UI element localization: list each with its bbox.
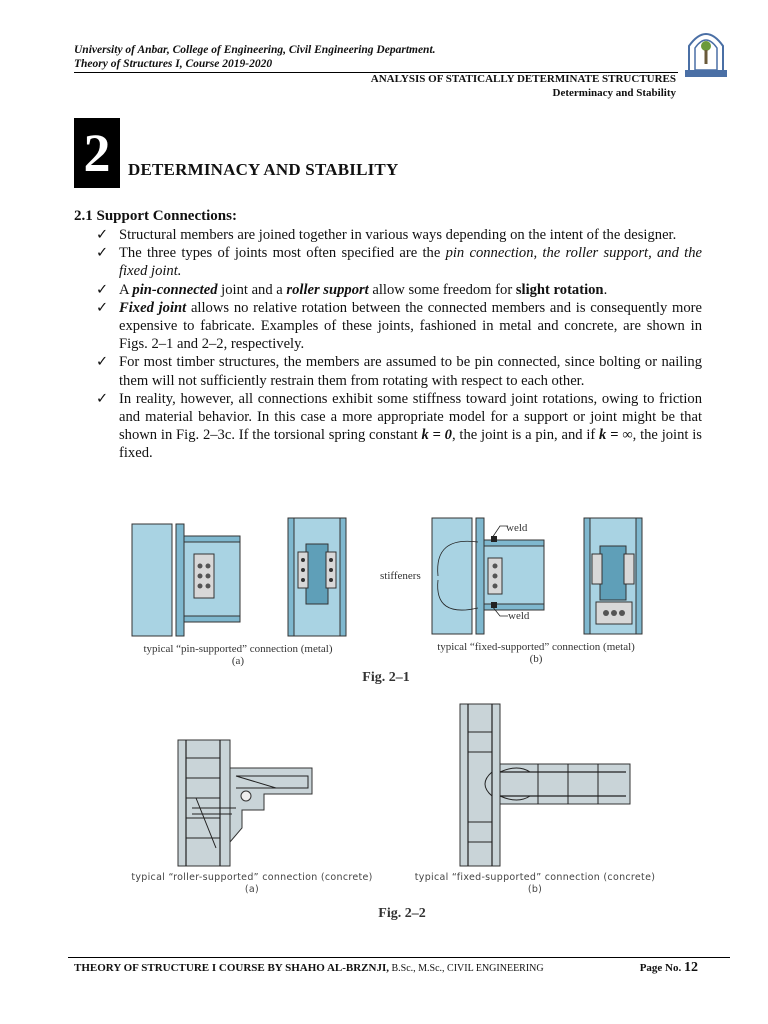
list-item: ✓ For most timber structures, the members are assumed to be pin connected, since bolting or nailing them will not sufficiently restrain them from rotating with respect to each other. — [96, 354, 702, 389]
list-item: ✓ A pin-connected joint and a roller support allow some freedom for slight rotation. — [96, 281, 608, 298]
chapter-title: DETERMINACY AND STABILITY — [128, 160, 399, 179]
header-institution: University of Anbar, College of Engineering, Civil Engineering Department. — [74, 44, 436, 56]
list-item: ✓ The three types of joints most often specified are the pin connection, the roller support, and the fixed joint. — [96, 245, 702, 280]
fig1b-sublabel: (b) — [529, 653, 543, 665]
page-number: Page No. 12 — [639, 960, 698, 975]
fig2a-roller-connection-illustration — [176, 738, 326, 868]
list-item: ✓ Fixed joint allows no relative rotation between the connected members and is consequently more expensive to fabricate. Examples of these joints, fashioned in metal and concrete, are shown in Figs. 2–1 and 2–2, respectively. — [96, 299, 702, 353]
checkmark-icon: ✓ — [96, 390, 109, 407]
weld-label-top: weld — [506, 522, 528, 534]
fig1-label: Fig. 2–1 — [362, 670, 410, 685]
fig2a-sublabel: (a) — [244, 884, 260, 895]
fig2a-caption: typical “roller-supported” connection (concrete) — [131, 872, 373, 883]
checkmark-icon: ✓ — [96, 245, 109, 262]
header-course: Theory of Structures I, Course 2019-2020 — [74, 58, 273, 70]
fig1a-pin-connection-illustration — [130, 516, 360, 638]
fig1a-caption: typical “pin-supported” connection (metal) — [143, 643, 333, 655]
checkmark-icon: ✓ — [96, 354, 109, 371]
bullet-list — [74, 226, 702, 463]
footer-rule — [68, 957, 730, 958]
stiffeners-label: stiffeners — [380, 570, 421, 582]
section-title: 2.1 Support Connections: — [74, 208, 237, 224]
fig2b-fixed-connection-illustration — [458, 702, 634, 868]
university-logo-icon — [683, 24, 729, 80]
checkmark-icon: ✓ — [96, 281, 109, 298]
footer-credit: THEORY OF STRUCTURE I COURSE BY SHAHO AL-BRZNJI, B.Sc., M.Sc., CIVIL ENGINEERING — [74, 962, 544, 974]
list-item: ✓ In reality, however, all connections exhibit some stiffness toward joint rotations, owing to friction and material behavior. In this case a more appropriate model for a support or joint might be that shown in Fig. 2–3c. If the torsional spring constant k = 0, the joint is a pin, and if k = ∞, the joint is fixed. — [96, 390, 702, 462]
weld-label-bottom: weld — [508, 610, 530, 622]
header-topic: ANALYSIS OF STATICALLY DETERMINATE STRUCTURES — [370, 73, 676, 85]
fig2b-caption: typical “fixed-supported” connection (concrete) — [414, 872, 656, 883]
list-item: ✓ Structural members are joined together in various ways depending on the intent of the designer. — [96, 227, 677, 243]
fig1a-sublabel: (a) — [231, 655, 245, 667]
header-subtopic: Determinacy and Stability — [552, 87, 676, 99]
fig2b-sublabel: (b) — [527, 884, 543, 895]
checkmark-icon: ✓ — [96, 299, 109, 316]
fig1b-caption: typical “fixed-supported” connection (metal) — [437, 641, 635, 653]
fig2-label: Fig. 2–2 — [378, 906, 426, 921]
chapter-number: 2 — [74, 118, 120, 188]
checkmark-icon: ✓ — [96, 227, 109, 243]
